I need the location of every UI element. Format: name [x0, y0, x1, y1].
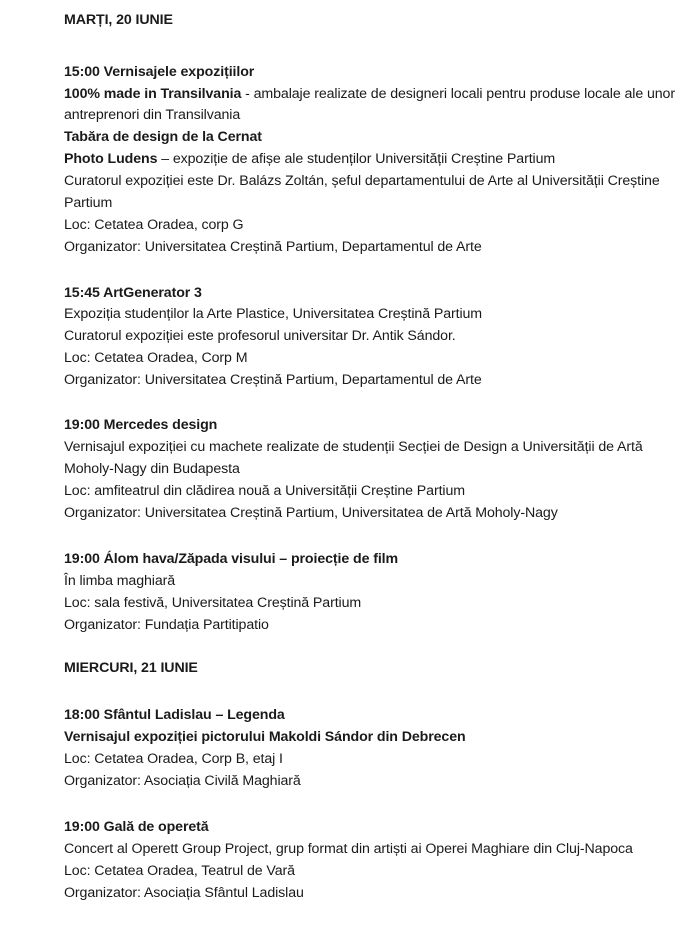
- event-subtitle: Tabăra de design de la Cernat: [64, 129, 262, 145]
- event-organizer: Organizator: Asociația Civilă Maghiară: [64, 773, 301, 789]
- event-description: Expoziția studenților la Arte Plastice, Universitatea Creștină Partium: [64, 306, 483, 322]
- event-description: Concert al Operett Group Project, grup format din artiști ai Operei Maghiare din Cluj-Napoca: [64, 841, 633, 857]
- event-description: Curatorul expoziției este profesorul universitar Dr. Antik Sándor.: [64, 328, 456, 344]
- event-title: 19:00 Gală de operetă: [64, 819, 209, 835]
- event-location: Loc: Cetatea Oradea, Teatrul de Vară: [64, 863, 295, 879]
- event-organizer: Organizator: Universitatea Creștină Partium, Universitatea de Artă Moholy-Nagy: [64, 505, 558, 521]
- event-title: 18:00 Sfântul Ladislau – Legenda: [64, 707, 285, 723]
- event-organizer: Organizator: Universitatea Creștină Partium, Departamentul de Arte: [64, 239, 482, 255]
- event-organizer: Organizator: Fundația Partitipatio: [64, 617, 269, 633]
- event-description: Vernisajul expoziției cu machete realizate de studenții Secției de Design a Universității de Artă: [64, 439, 643, 455]
- event-title: 15:00 Vernisajele expozițiilor: [64, 64, 255, 80]
- day-heading: MIERCURI, 21 IUNIE: [64, 660, 198, 676]
- event-description: În limba maghiară: [64, 573, 176, 589]
- event-location: Loc: amfiteatrul din clădirea nouă a Universității Creștine Partium: [64, 483, 465, 499]
- event-title: 19:00 Álom hava/Zăpada visului – proiecție de film: [64, 551, 399, 567]
- event-description: Moholy-Nagy din Budapesta: [64, 461, 240, 477]
- event-title: 19:00 Mercedes design: [64, 417, 218, 433]
- event-location: Loc: Cetatea Oradea, Corp M: [64, 350, 248, 366]
- event-description: Curatorul expoziției este Dr. Balázs Zoltán, șeful departamentului de Arte al Universității Creștine: [64, 173, 660, 189]
- event-description: [64, 84, 684, 104]
- event-organizer: Organizator: Universitatea Creștină Partium, Departamentul de Arte: [64, 372, 482, 388]
- day-heading: MARȚI, 20 IUNIE: [64, 12, 173, 28]
- event-location: Loc: Cetatea Oradea, corp G: [64, 217, 244, 233]
- bold-phrase: Photo Ludens: [64, 151, 158, 167]
- bold-phrase: 100% made in Transilvania: [64, 86, 242, 102]
- event-subtitle: Vernisajul expoziției pictorului Makoldi Sándor din Debrecen: [64, 729, 466, 745]
- description-text: – expoziție de afișe ale studenților Universității Creștine Partium: [157, 151, 556, 167]
- event-location: Loc: Cetatea Oradea, Corp B, etaj I: [64, 751, 283, 767]
- event-description: Partium: [64, 195, 113, 211]
- event-description: antreprenori din Transilvania: [64, 107, 241, 123]
- event-organizer: Organizator: Asociația Sfântul Ladislau: [64, 885, 304, 901]
- event-description: [64, 149, 684, 169]
- description-text: - ambalaje realizate de designeri locali pentru produse locale ale unor: [241, 86, 675, 102]
- event-title: 15:45 ArtGenerator 3: [64, 285, 202, 301]
- event-location: Loc: sala festivă, Universitatea Creștină Partium: [64, 595, 362, 611]
